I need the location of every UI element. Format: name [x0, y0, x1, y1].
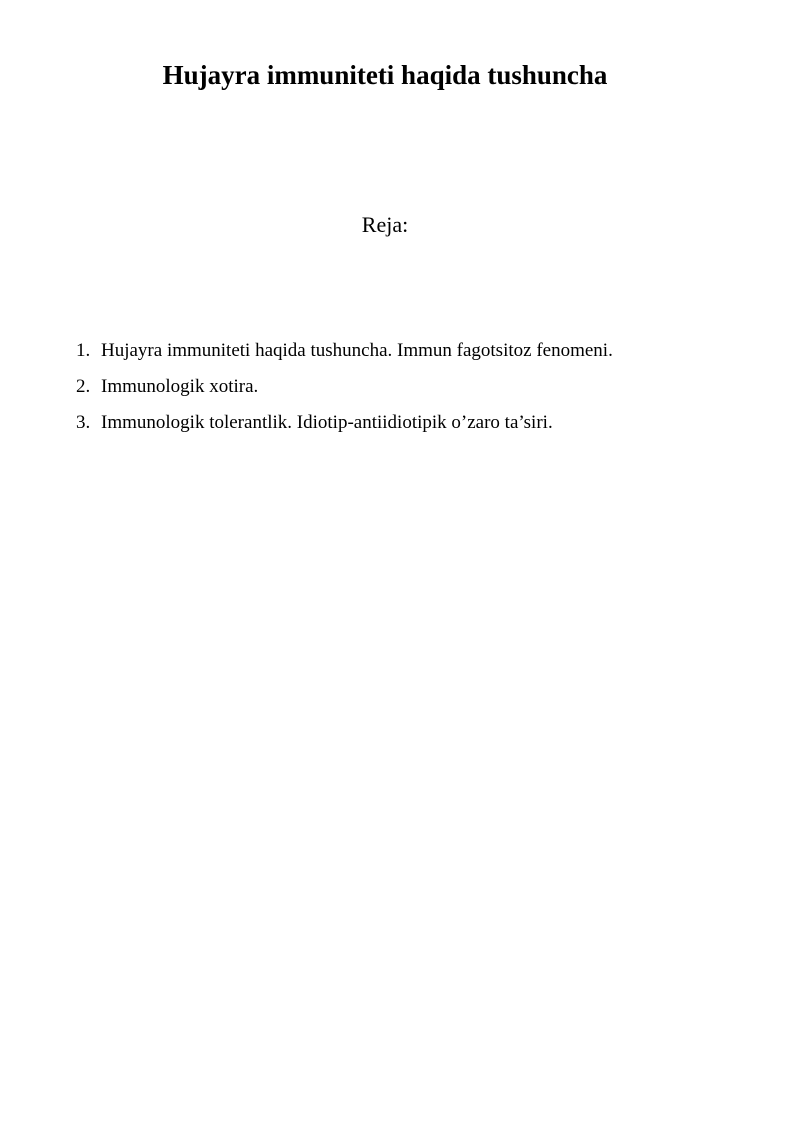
plan-list: [76, 333, 613, 441]
plan-heading: Reja:: [361, 212, 409, 237]
plan-item-text: Immunologik xotira.: [101, 376, 259, 397]
plan-item-2: [76, 369, 613, 405]
plan-item-number: 3.: [76, 412, 91, 433]
plan-item-3: [76, 405, 613, 441]
document-title: Hujayra immuniteti haqida tushuncha: [162, 60, 608, 90]
plan-item-text: Immunologik tolerantlik. Idiotip-antiidiotipik o’zaro ta’siri.: [101, 412, 553, 433]
plan-item-number: 1.: [76, 340, 91, 361]
plan-item-text: Hujayra immuniteti haqida tushuncha. Immun fagotsitoz fenomeni.: [101, 340, 613, 361]
plan-item-1: [76, 333, 613, 369]
plan-item-number: 2.: [76, 376, 91, 397]
